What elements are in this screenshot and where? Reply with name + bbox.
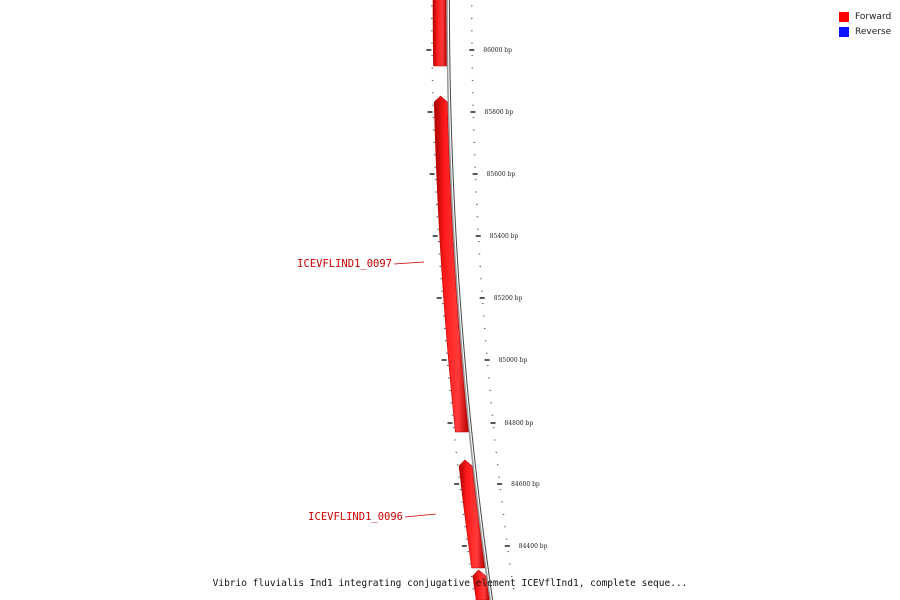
tick-label: 85000 bp xyxy=(498,357,528,364)
tick-label: 85400 bp xyxy=(489,233,519,240)
legend-item-reverse[interactable] xyxy=(839,24,891,39)
legend-label-forward: Forward xyxy=(855,11,892,22)
legend xyxy=(839,9,891,39)
legend-item-forward[interactable] xyxy=(839,9,891,24)
tick-label: 84800 bp xyxy=(504,420,534,427)
gene-labels xyxy=(297,258,436,523)
forward-swatch xyxy=(839,12,849,22)
reverse-swatch xyxy=(839,27,849,37)
gene-label[interactable]: ICEVFLIND1_0097 xyxy=(297,258,392,270)
gene-arrow[interactable] xyxy=(433,0,447,66)
tick-label: 85800 bp xyxy=(484,109,514,116)
tick-label: 86000 bp xyxy=(483,47,512,54)
gene-label-leader xyxy=(405,514,436,517)
sequence-title: Vibrio fluvialis Ind1 integrating conjugative element ICEVflInd1, complete seque... xyxy=(212,578,688,589)
tick-label: 84400 bp xyxy=(518,543,548,550)
legend-label-reverse: Reverse xyxy=(855,26,892,37)
tick-label: 85600 bp xyxy=(486,171,516,178)
tick-label: 84600 bp xyxy=(511,481,540,488)
tick-label: 85200 bp xyxy=(493,295,523,302)
gene-label[interactable]: ICEVFLIND1_0096 xyxy=(308,511,403,523)
gene-arrow[interactable] xyxy=(434,96,468,432)
gene-label-leader xyxy=(394,262,424,264)
